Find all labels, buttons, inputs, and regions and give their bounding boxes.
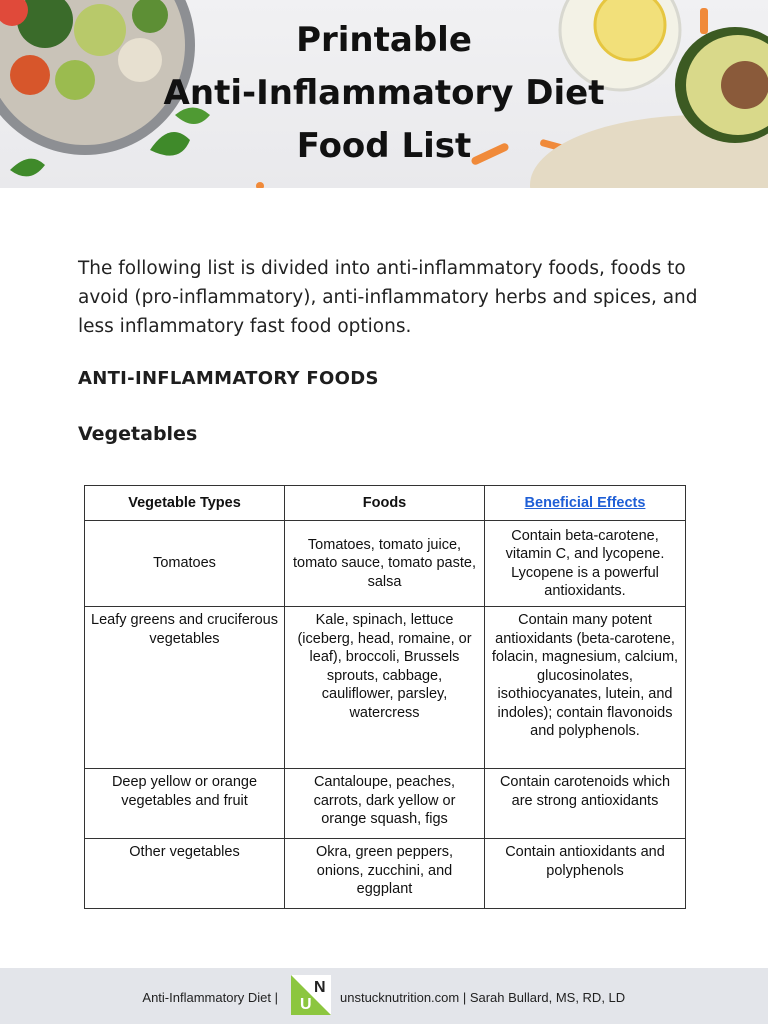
section-heading: ANTI-INFLAMMATORY FOODS — [78, 368, 379, 389]
footer — [0, 968, 768, 1024]
table-cell: Contain antioxidants and polyphenols — [485, 839, 686, 909]
beneficial-effects-link[interactable]: Beneficial Effects — [485, 486, 686, 521]
table-cell: Tomatoes — [85, 521, 285, 607]
table-cell: Cantaloupe, peaches, carrots, dark yellow or orange squash, figs — [285, 769, 485, 839]
logo-letter: N — [314, 979, 326, 996]
vegetables-table — [84, 485, 686, 909]
footer-diet-label: Anti-Inflammatory Diet | — [142, 990, 278, 1005]
title-line: Food List — [296, 126, 472, 166]
title-line: Anti-Inflammatory Diet — [163, 73, 605, 113]
table-cell: Kale, spinach, lettuce (iceberg, head, romaine, or leaf), broccoli, Brussels sprouts, cabbage, cauliflower, parsley, watercress — [285, 607, 485, 769]
table-cell: Contain beta-carotene, vitamin C, and lycopene. Lycopene is a powerful antioxidants. — [485, 521, 686, 607]
unstuck-nutrition-logo-icon — [291, 975, 331, 1015]
table-row — [85, 607, 686, 769]
logo-letter: U — [300, 996, 312, 1013]
table-row — [85, 839, 686, 909]
table-row — [85, 769, 686, 839]
table-cell: Okra, green peppers, onions, zucchini, and eggplant — [285, 839, 485, 909]
intro-paragraph: The following list is divided into anti-inflammatory foods, foods to avoid (pro-inflammatory), anti-inflammatory herbs and spices, and less inflammatory fast food options. — [78, 258, 698, 337]
table-cell: Deep yellow or orange vegetables and fruit — [85, 769, 285, 839]
table-cell: Leafy greens and cruciferous vegetables — [85, 607, 285, 769]
title-line: Printable — [296, 20, 472, 60]
table-cell: Contain many potent antioxidants (beta-carotene, folacin, magnesium, calcium, glucosinolates, isothiocyanates, lutein, and indoles); contain flavonoids and polyphenols. — [485, 607, 686, 769]
table-cell: Tomatoes, tomato juice, tomato sauce, tomato paste, salsa — [285, 521, 485, 607]
column-header: Foods — [285, 486, 485, 521]
table-row — [85, 521, 686, 607]
page-title — [0, 14, 768, 173]
table-cell: Other vegetables — [85, 839, 285, 909]
column-header: Vegetable Types — [85, 486, 285, 521]
table-header-row — [85, 486, 686, 521]
sub-heading: Vegetables — [78, 423, 198, 445]
header-banner — [0, 0, 768, 188]
footer-website-author: unstucknutrition.com | Sarah Bullard, MS, RD, LD — [340, 990, 626, 1005]
table-cell: Contain carotenoids which are strong antioxidants — [485, 769, 686, 839]
